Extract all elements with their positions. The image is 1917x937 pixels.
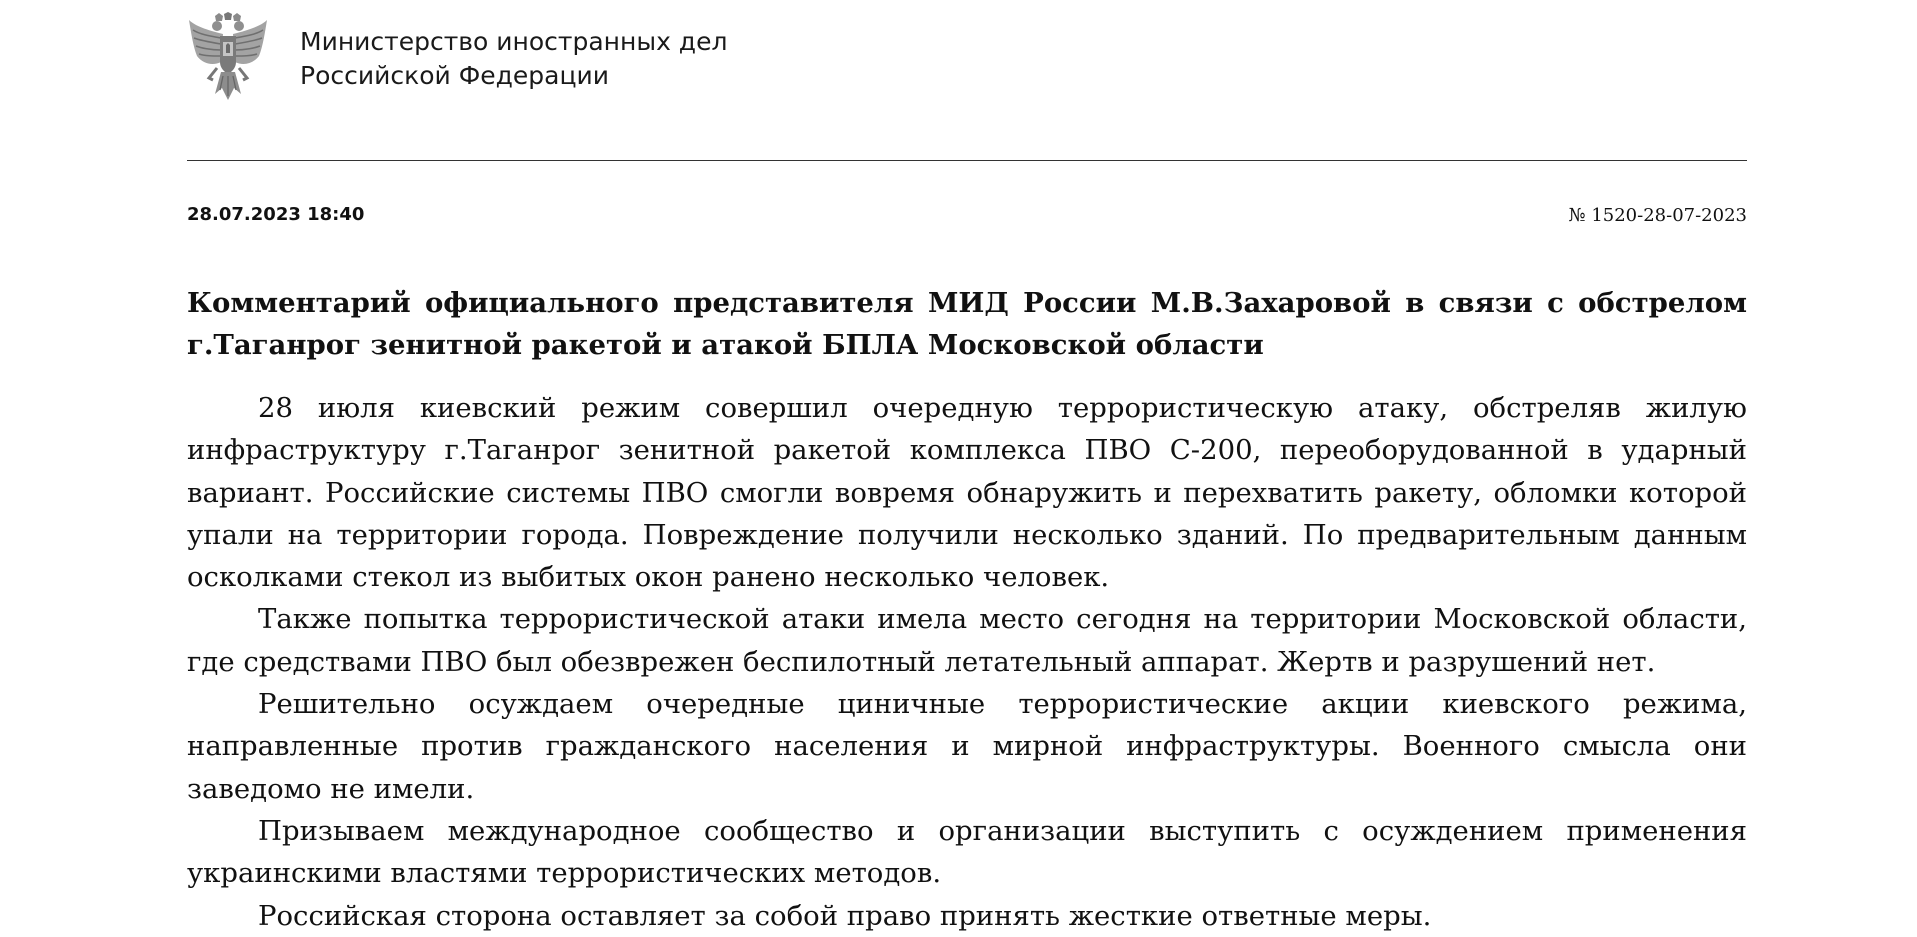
double-headed-eagle-emblem-icon (187, 12, 269, 102)
body-paragraph: Также попытка террористической атаки имела место сегодня на территории Московской области, где средствами ПВО был обезврежен беспилотный летательный аппарат. Жертв и разрушений нет. (187, 603, 1747, 678)
letterhead (187, 0, 1747, 160)
ministry-name-line2: Российской Федерации (300, 61, 609, 90)
document-body (187, 387, 1747, 937)
document-number: № 1520-28-07-2023 (1568, 205, 1747, 226)
publication-date: 28.07.2023 18:40 (187, 204, 365, 225)
body-paragraph: Решительно осуждаем очередные циничные террористические акции киевского режима, направленные против гражданского населения и мирной инфраструктуры. Военного смысла они заведомо не имели. (187, 688, 1747, 805)
document-title: Комментарий официального представителя МИД России М.В.Захаровой в связи с обстрелом г.Таганрог зенитной ракетой и атакой БПЛА Московской области (187, 287, 1747, 361)
ministry-name-line1: Министерство иностранных дел (300, 27, 728, 56)
ministry-name (300, 25, 727, 93)
body-paragraph: 28 июля киевский режим совершил очередную террористическую атаку, обстреляв жилую инфраструктуру г.Таганрог зенитной ракетой комплекса ПВО С-200, переоборудованной в ударный вариант. Российские системы ПВО смогли вовремя обнаружить и перехватить ракету, обломки которой упали на территории города. Повреждение получили несколько зданий. По предварительным данным осколками стекол из выбитых окон ранено несколько человек. (187, 392, 1747, 594)
document-page (187, 0, 1747, 932)
body-paragraph: Российская сторона оставляет за собой право принять жесткие ответные меры. (258, 899, 1432, 932)
header-divider (187, 160, 1747, 161)
body-paragraph: Призываем международное сообщество и организации выступить с осуждением применения украинскими властями террористических методов. (187, 814, 1747, 890)
